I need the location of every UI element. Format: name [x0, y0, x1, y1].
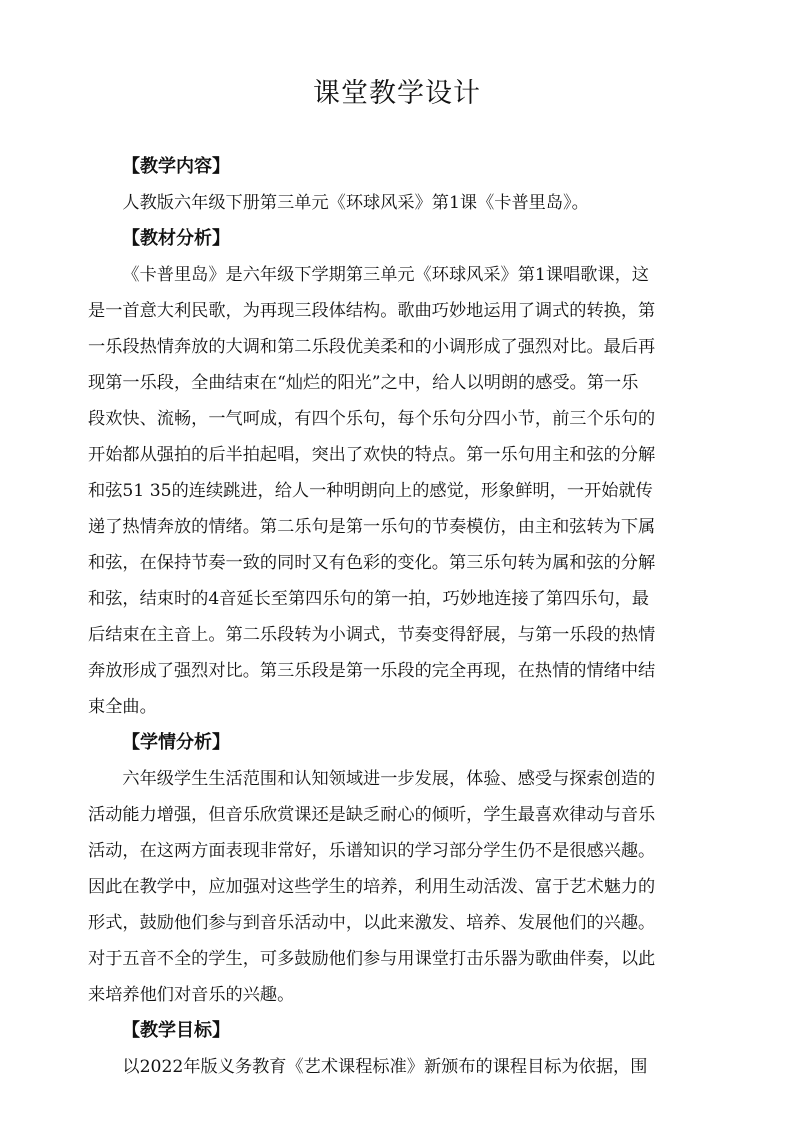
section-heading: 【学情分析】: [122, 732, 230, 753]
paragraph-line: 是一首意大利民歌，为再现三段体结构。歌曲巧妙地运用了调式的转换，第: [88, 301, 656, 321]
paragraph-line: 活动能力增强，但音乐欣赏课还是缺乏耐心的倾听，学生最喜欢律动与音乐: [88, 805, 656, 825]
section-paragraph: [88, 185, 712, 221]
section-heading: 【教材分析】: [122, 228, 230, 249]
paragraph-line: 后结束在主音上。第二乐段转为小调式，节奏变得舒展，与第一乐段的热情: [88, 625, 656, 645]
document-body: [88, 149, 712, 1085]
paragraph-line: 以2022年版义务教育《艺术课程标准》新颁布的课程目标为依据，围: [122, 1057, 648, 1077]
section-paragraph: [88, 1049, 712, 1085]
paragraph-line: 和弦，结束时的4音延长至第四乐句的第一拍，巧妙地连接了第四乐句，最: [88, 589, 649, 609]
paragraph-line: 人教版六年级下册第三单元《环球风采》第1课《卡普里岛》。: [122, 193, 589, 213]
paragraph-line: 奔放形成了强烈对比。第三乐段是第一乐段的完全再现，在热情的情绪中结: [88, 661, 656, 681]
paragraph-line: 六年级学生生活范围和认知领域进一步发展，体验、感受与探索创造的: [122, 769, 656, 789]
paragraph-line: 形式，鼓励他们参与到音乐活动中，以此来激发、培养、发展他们的兴趣。: [88, 913, 656, 933]
paragraph-line: 对于五音不全的学生，可多鼓励他们参与用课堂打击乐器为歌曲伴奏，以此: [88, 949, 656, 969]
paragraph-line: 和弦，在保持节奏一致的同时又有色彩的变化。第三乐句转为属和弦的分解: [88, 553, 656, 573]
paragraph-line: 《卡普里岛》是六年级下学期第三单元《环球风采》第1课唱歌课，这: [122, 265, 649, 285]
paragraph-line: 现第一乐段，全曲结束在“灿烂的阳光”之中，给人以明朗的感受。第一乐: [88, 373, 639, 393]
paragraph-line: 因此在教学中，应加强对这些学生的培养，利用生动活泼、富于艺术魅力的: [88, 877, 656, 897]
paragraph-line: 段欢快、流畅，一气呵成，有四个乐句，每个乐句分四小节，前三个乐句的: [88, 409, 656, 429]
paragraph-line: 一乐段热情奔放的大调和第二乐段优美柔和的小调形成了强烈对比。最后再: [88, 337, 656, 357]
section-paragraph: [88, 257, 712, 725]
paragraph-line: 递了热情奔放的情绪。第二乐句是第一乐句的节奏模仿，由主和弦转为下属: [88, 517, 656, 537]
paragraph-line: 束全曲。: [88, 697, 157, 717]
paragraph-line: 来培养他们对音乐的兴趣。: [88, 985, 295, 1005]
section-heading: 【教学内容】: [122, 156, 230, 177]
paragraph-line: 活动，在这两方面表现非常好，乐谱知识的学习部分学生仍不是很感兴趣。: [88, 841, 656, 861]
paragraph-line: 和弦51 35的连续跳进，给人一种明朗向上的感觉，形象鲜明，一开始就传: [88, 481, 653, 501]
section-heading: 【教学目标】: [122, 1020, 230, 1041]
page-title: 课堂教学设计: [313, 78, 481, 109]
section-paragraph: [88, 761, 712, 1013]
paragraph-line: 开始都从强拍的后半拍起唱，突出了欢快的特点。第一乐句用主和弦的分解: [88, 445, 656, 465]
